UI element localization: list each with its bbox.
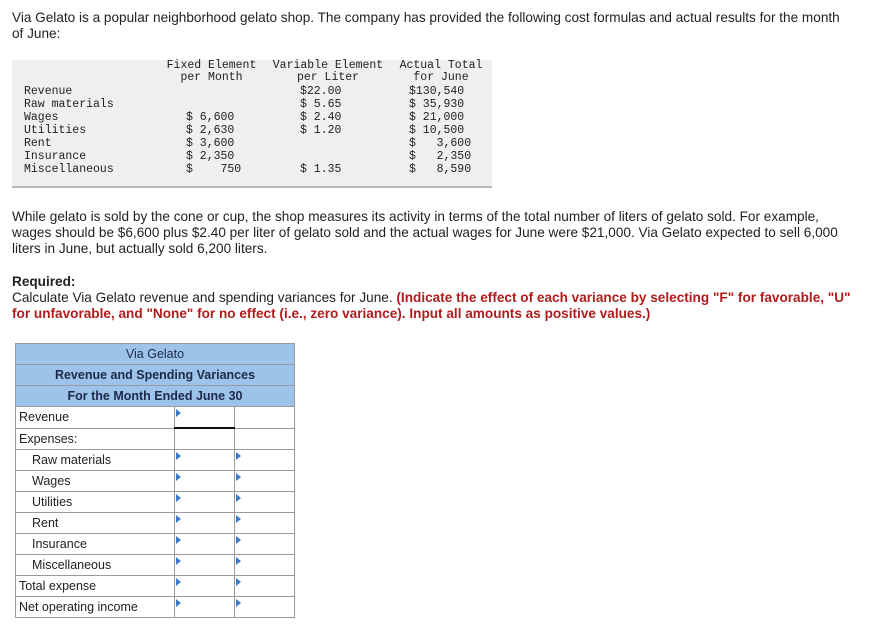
required-instruction: (Indicate the effect of each variance by selecting "F" for favorable, "U" for unfavorable, and "None" for no effect (i.e., zero variance). Input all amounts as positive values.) [12, 290, 851, 321]
utilities-amount-input[interactable] [175, 492, 235, 513]
row-label-revenue: Revenue [16, 407, 175, 429]
table-title-company: Via Gelato [16, 344, 295, 365]
raw-materials-effect-select[interactable] [235, 450, 295, 471]
wages-amount-input[interactable] [175, 471, 235, 492]
row-label-raw-materials: Raw materials [16, 450, 175, 471]
dropdown-marker-icon [236, 557, 241, 565]
dropdown-marker-icon [176, 536, 181, 544]
insurance-amount-input[interactable] [175, 534, 235, 555]
dropdown-marker-icon [176, 578, 181, 586]
table-row [16, 450, 295, 471]
dropdown-marker-icon [236, 536, 241, 544]
dropdown-marker-icon [176, 473, 181, 481]
raw-materials-amount-input[interactable] [175, 450, 235, 471]
variable-element-value: $ 5.65 [300, 98, 342, 111]
actual-total-value: $ 21,000 [409, 111, 465, 124]
variable-element-value: $ 2.40 [300, 111, 342, 124]
table-row [16, 513, 295, 534]
actual-total-value: $ 35,930 [409, 98, 465, 111]
row-label-rent: Rent [16, 513, 175, 534]
misc-amount-input[interactable] [175, 555, 235, 576]
row-label-net-operating-income: Net operating income [16, 597, 175, 618]
header-actual: Actual Total for June [399, 59, 483, 84]
variable-element-value: $ 1.35 [300, 163, 342, 176]
table-row [16, 555, 295, 576]
dropdown-marker-icon [176, 409, 181, 417]
revenue-effect-select[interactable] [235, 407, 295, 429]
table-row [16, 428, 295, 450]
dropdown-marker-icon [236, 494, 241, 502]
noi-amount-input[interactable] [175, 597, 235, 618]
dropdown-marker-icon [236, 578, 241, 586]
table-row [16, 492, 295, 513]
expenses-blank-cell [175, 428, 235, 450]
header-fixed: Fixed Element per Month [166, 59, 257, 84]
table-row [16, 597, 295, 618]
row-label-utilities: Utilities [16, 492, 175, 513]
dropdown-marker-icon [176, 494, 181, 502]
dropdown-marker-icon [236, 515, 241, 523]
dropdown-marker-icon [176, 599, 181, 607]
row-label-insurance: Insurance [16, 534, 175, 555]
total-expense-effect-select[interactable] [235, 576, 295, 597]
cost-row-label: Insurance [24, 150, 87, 163]
fixed-element-value: $ 3,600 [186, 137, 235, 150]
utilities-effect-select[interactable] [235, 492, 295, 513]
dropdown-marker-icon [176, 515, 181, 523]
cost-row-label: Miscellaneous [24, 163, 114, 176]
revenue-amount-input[interactable] [175, 407, 235, 429]
actual-total-value: $ 10,500 [409, 124, 465, 137]
dropdown-marker-icon [236, 473, 241, 481]
fixed-element-value: $ 750 [186, 163, 242, 176]
rent-amount-input[interactable] [175, 513, 235, 534]
required-title: Required: [12, 274, 76, 289]
actual-total-value: $130,540 [409, 85, 465, 98]
variable-element-value: $ 1.20 [300, 124, 342, 137]
noi-effect-select[interactable] [235, 597, 295, 618]
actual-total-value: $ 8,590 [409, 163, 472, 176]
rent-effect-select[interactable] [235, 513, 295, 534]
cost-row-label: Rent [24, 137, 52, 150]
dropdown-marker-icon [176, 452, 181, 460]
variance-answer-table [15, 343, 295, 618]
actual-total-value: $ 3,600 [409, 137, 472, 150]
dropdown-marker-icon [236, 452, 241, 460]
fixed-element-value: $ 6,600 [186, 111, 235, 124]
required-text: Calculate Via Gelato revenue and spending variances for June. (Indicate the effect of each variance by selecting "F" for favorable, "U" for unfavorable, and "None" for no effect (i.e., zero variance). Input all amounts as positive values.) [12, 290, 851, 321]
dropdown-marker-icon [236, 599, 241, 607]
row-label-miscellaneous: Miscellaneous [16, 555, 175, 576]
row-label-expenses: Expenses: [16, 428, 175, 450]
row-label-total-expense: Total expense [16, 576, 175, 597]
cost-row-label: Revenue [24, 85, 73, 98]
total-expense-amount-input[interactable] [175, 576, 235, 597]
dropdown-marker-icon [176, 557, 181, 565]
variable-element-value: $22.00 [300, 85, 342, 98]
row-label-wages: Wages [16, 471, 175, 492]
problem-intro: Via Gelato is a popular neighborhood gelato shop. The company has provided the following cost formulas and actual results for the month of June: [12, 10, 840, 41]
cost-row-label: Utilities [24, 124, 87, 137]
cost-row-label: Wages [24, 111, 59, 124]
table-row [16, 534, 295, 555]
table-row [16, 407, 295, 429]
actual-total-value: $ 2,350 [409, 150, 472, 163]
table-row [16, 471, 295, 492]
header-variable: Variable Element per Liter [272, 59, 384, 84]
activity-paragraph: While gelato is sold by the cone or cup, the shop measures its activity in terms of the total number of liters of gelato sold. For example, wages should be $6,600 plus $2.40 per liter of gelato sold and the actual wages for June were $21,000. Via Gelato expected to sell 6,000 liters in June, but actually sold 6,200 liters. [12, 209, 838, 256]
fixed-element-value: $ 2,630 [186, 124, 235, 137]
fixed-element-value: $ 2,350 [186, 150, 235, 163]
wages-effect-select[interactable] [235, 471, 295, 492]
insurance-effect-select[interactable] [235, 534, 295, 555]
table-row [16, 576, 295, 597]
cost-formula-table [12, 60, 492, 188]
table-title-period: For the Month Ended June 30 [16, 386, 295, 407]
expenses-blank-cell [235, 428, 295, 450]
cost-row-label: Raw materials [24, 98, 114, 111]
misc-effect-select[interactable] [235, 555, 295, 576]
table-title-report: Revenue and Spending Variances [16, 365, 295, 386]
